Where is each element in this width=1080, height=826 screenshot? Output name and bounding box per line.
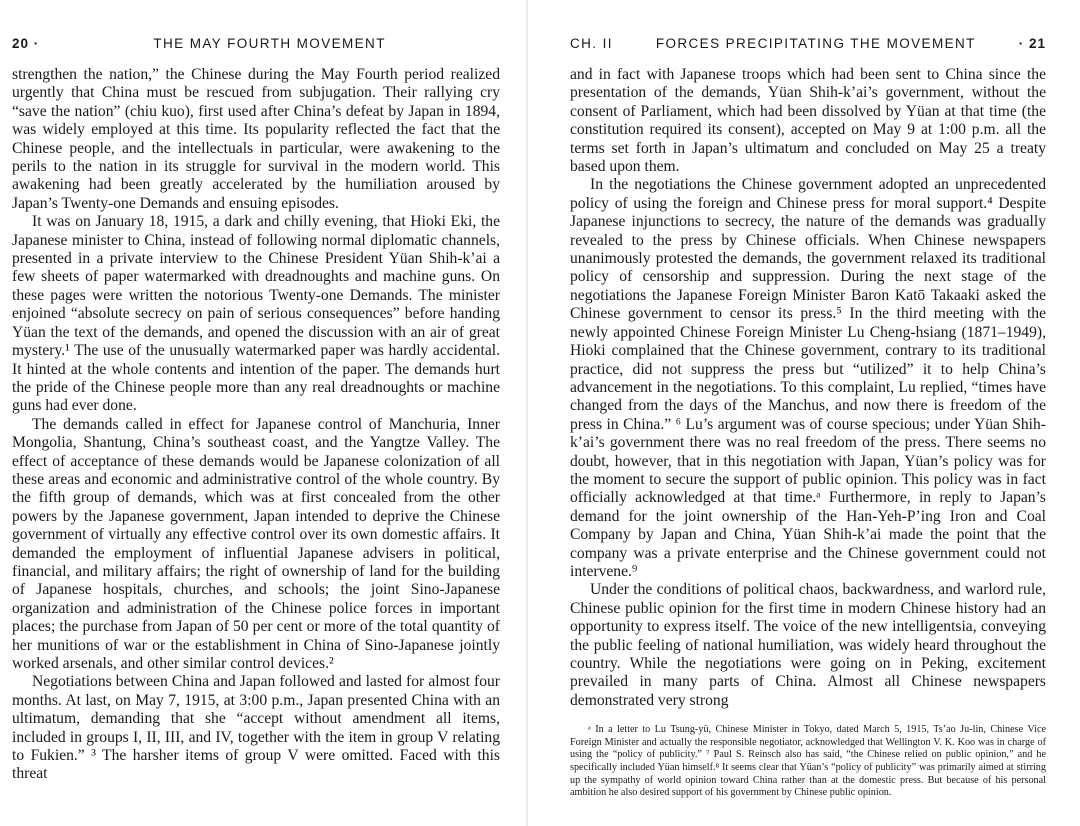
left-running-title: THE MAY FOURTH MOVEMENT (153, 36, 386, 51)
chapter-label: CH. II (570, 36, 613, 51)
right-page-number: · 21 (1018, 36, 1046, 51)
left-paragraph-4: Negotiations between China and Japan followed and lasted for almost four months. At last, on May 7, 1915, at 3:00 p.m., Japan presented China with an ultimatum, demanding that she “accept without amendment all items, included in groups I, II, III, and IV, together with the item in group V relating to Fukien.” ³ The harsher items of group V were omitted. Faced with this threat (12, 673, 500, 783)
right-paragraph-3: Under the conditions of political chaos, backwardness, and warlord rule, Chinese public opinion for the first time in modern Chinese history had an opportunity to express itself. The voice of the new intelligentsia, conveying the public feeling of national humiliation, was widely heard throughout the country. While the negotiations were going on in Peking, excitement prevailed in many parts of China. Almost all Chinese newspapers demonstrated very strong (570, 581, 1046, 709)
right-body-text (570, 66, 1046, 710)
left-paragraph-1: strengthen the nation,” the Chinese during the May Fourth period realized urgently that China must be rescued from subjugation. Their rallying cry “save the nation” (chiu kuo), first used after China’s defeat by Japan in 1894, was widely employed at this time. Its popularity reflected the fact that the Chinese people, and the intellectuals in particular, were awakening to the perils to the nation in its struggle for survival in the modern world. This awakening had been greatly accelerated by the humiliation aroused by Japan’s Twenty-one Demands and ensuing episodes. (12, 66, 500, 212)
footnotes (570, 724, 1046, 800)
right-running-title: FORCES PRECIPITATING THE MOVEMENT (655, 36, 976, 51)
left-body-text (12, 66, 500, 784)
right-running-head (570, 36, 1046, 60)
left-page (0, 0, 530, 826)
right-page (530, 0, 1080, 826)
left-paragraph-3: The demands called in effect for Japanese control of Manchuria, Inner Mongolia, Shantung, China’s southeast coast, and the Yangtze Valley. The effect of acceptance of these demands would be Japanese colonization of all these areas and economic and administrative control of the whole country. By the fifth group of demands, which was at first concealed from the other powers by the Japanese government, Japan intended to deprive the Chinese government of virtually any effective control over its own domestic affairs. It demanded the employment of influential Japanese advisers in political, financial, and military affairs; the right of ownership of land for the building of Japanese hospitals, churches, and schools; the joint Sino-Japanese organization and administration of the Chinese police forces in important places; the purchase from Japan of 50 per cent or more of the total quantity of her munitions of war or the establishment in China of Sino-Japanese jointly worked arsenals, and other similar control devices.² (12, 415, 500, 672)
book-gutter (526, 0, 528, 826)
left-running-head (12, 36, 500, 60)
right-paragraph-1: and in fact with Japanese troops which had been sent to China since the presentation of the demands, Yüan Shih-k’ai’s government, without the consent of Parliament, which had been dissolved by Yüan at that time (the constitution required its consent), accepted on May 9 at 1:00 p.m. all the terms set forth in Japan’s ultimatum and concluded on May 25 a treaty based upon them. (570, 66, 1046, 176)
left-paragraph-2: It was on January 18, 1915, a dark and chilly evening, that Hioki Eki, the Japanese minister to China, instead of following normal diplomatic channels, presented in a private interview to the Chinese President Yüan Shih-k’ai a few sheets of paper watermarked with dreadnoughts and machine guns. On these pages were written the notorious Twenty-one Demands. The minister enjoined “absolute secrecy on pain of serious consequences” before handing Yüan the text of the demands, and opened the discussion with an air of great mystery.¹ The use of the unusually watermarked paper was hardly accidental. It hinted at the whole contents and intention of the paper. The demands hurt the pride of the Chinese people more than any real dreadnoughts or machine guns had ever done. (12, 213, 500, 415)
left-page-number: 20 · (12, 36, 40, 51)
right-paragraph-2: In the negotiations the Chinese government adopted an unprecedented policy of using the foreign and Chinese press for moral support.⁴ Despite Japanese injunctions to secrecy, the nature of the demands was gradually revealed to the press by Chinese officials. When Chinese newspapers unanimously protested the demands, the government relaxed its traditional policy of censorship and suppression. During the next stage of the negotiations the Japanese Foreign Minister Baron Katō Takaaki asked the Chinese government to censor its press.⁵ In the third meeting with the newly appointed Chinese Foreign Minister Lu Cheng-hsiang (1871–1949), Hioki complained that the Chinese government, contrary to its traditional practice, did not suppress the press but “utilized” it to help China’s advancement in the negotiations. To this complaint, Lu replied, “times have changed from the days of the Manchus, and now there is freedom of the press in China.” ⁶ Lu’s argument was of course specious; under Yüan Shih-k’ai’s government there was no real freedom of the press. There seems no doubt, however, that in this negotiation with Japan, Yüan’s policy was for the moment to secure the support of public opinion. This policy was in fact officially acknowledged at that time.ᵃ Furthermore, in reply to Japan’s demand for the joint ownership of the Han-Yeh-P’ing Iron and Coal Company by Japan and China, Yüan Shih-k’ai made the point that the company was a private enterprise and the Chinese government could not intervene.⁹ (570, 176, 1046, 580)
footnote-a: ᵃ In a letter to Lu Tsung-yü, Chinese Minister in Tokyo, dated March 5, 1915, Ts’ao Ju-lin, Chinese Vice Foreign Minister and actually the responsible negotiator, acknowledged that Wellington V. K. Koo was in charge of using the “policy of publicity.” ⁷ Paul S. Reinsch also has said, “the Chinese relied on public opinion,” and he specifically included Yüan himself.⁸ It seems clear that Yüan’s “policy of publicity” was primarily aimed at stirring up the sympathy of world opinion toward China rather than at the domestic press. But because of his personal ambition he also desired support of his government by Chinese public opinion. (570, 724, 1046, 799)
